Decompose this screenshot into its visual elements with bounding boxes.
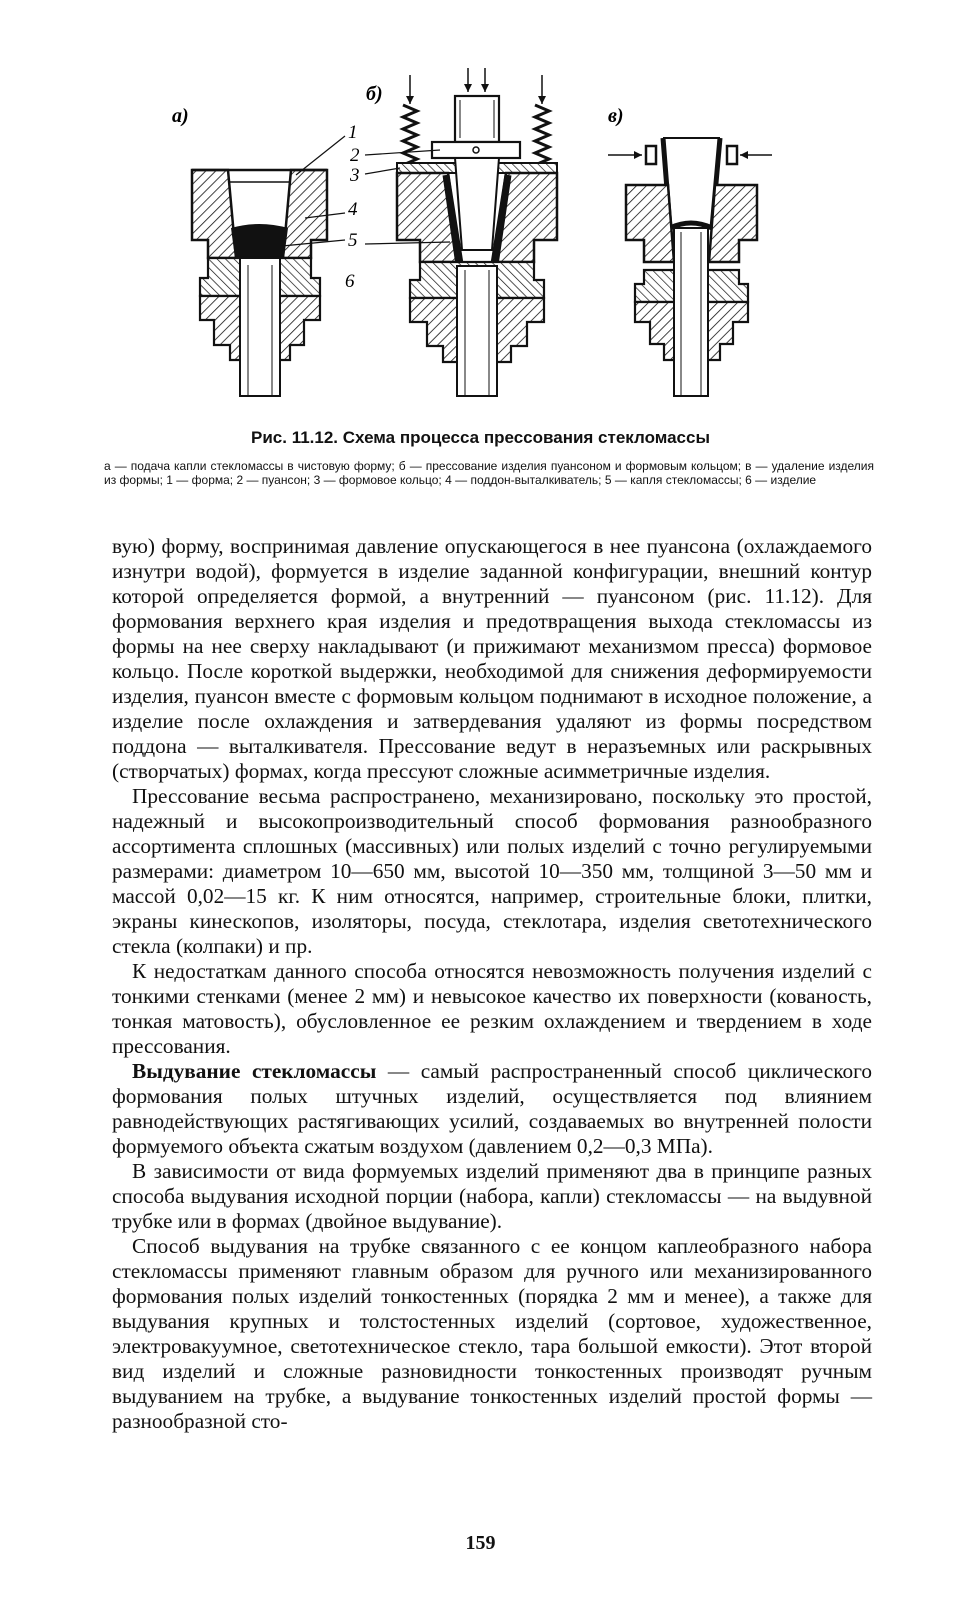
- figure-legend: а — подача капли стекломассы в чистовую форму; б — прессование изделия пуансоном и формовым кольцом; в — удаление изделия из формы; 1 — форма; 2 — пуансон; 3 — формовое кольцо; 4 — поддон-выталкиватель; 5 — капля стекломассы; 6 — изделие: [104, 459, 874, 487]
- figure-caption: Рис. 11.12. Схема процесса прессования стекломассы: [251, 428, 710, 447]
- panel-a-label: а): [172, 105, 189, 127]
- label-4: 4: [348, 199, 358, 220]
- paragraph: Способ выдувания на трубке связанного с ее концом каплеобразного набора стекломассы применяют главным образом для ручного или механизированного формования полых изделий тонкостенных (порядка 2 мм и менее), а также для выдувания крупных и толстостенных изделий (сортовое, художественное, электровакуумное, светотехническое стекло, тара большой емкости). Этот второй вид изделий и сложные разновидности тонкостенных производят ручным выдуванием на трубке, а выдувание тонкостенных изделий простой формы — разнообразной сто-: [112, 1234, 872, 1433]
- panel-b-drawing: [345, 68, 557, 396]
- page-number: 159: [465, 1532, 496, 1554]
- panel-c-drawing: [608, 105, 772, 396]
- paragraph: [112, 1059, 872, 1159]
- label-1: 1: [348, 122, 358, 143]
- paragraph: В зависимости от вида формуемых изделий применяют два в принципе разных способа выдувания исходной порции (набора, капли) стекломассы — на выдувной трубке или в формах (двойное выдувание).: [112, 1159, 872, 1233]
- label-5: 5: [348, 230, 358, 251]
- paragraph: К недостаткам данного способа относятся невозможность получения изделий с тонкими стенками (менее 2 мм) и невысокое качество их поверхности (кованость, тонкая матовость), обусловленное ее резким охлаждением и твердением в ходе прессования.: [112, 959, 872, 1058]
- label-2: 2: [350, 145, 360, 166]
- panel-b-label: б): [366, 83, 383, 105]
- figure-pressing-scheme: [0, 0, 961, 420]
- label-6: 6: [345, 271, 355, 292]
- panel-c-label: в): [608, 105, 624, 127]
- label-3: 3: [350, 165, 360, 186]
- term-blowing: Выдувание стекломассы: [132, 1059, 377, 1083]
- body-text: [112, 534, 872, 1434]
- paragraph-text: — самый распространенный способ циклического формования полых штучных изделий, осуществляется под влиянием равнодействующих растягивающих усилий, создаваемых во внутренней полости формуемого объекта сжатым воздухом (давлением 0,2—0,3 МПа).: [112, 1059, 873, 1158]
- paragraph: Прессование весьма распространено, механизировано, поскольку это простой, надежный и высокопроизводительный способ формования разнообразного ассортимента сплошных (массивных) или полых изделий с точно регулируемыми размерами: диаметром 10—650 мм, высотой 10—350 мм, толщиной 3—50 мм и массой 0,02—15 кг. К ним относятся, например, строительные блоки, плитки, экраны кинескопов, изоляторы, посуда, стеклотара, изделия светотехнического стекла (колпаки) и пр.: [112, 784, 872, 958]
- panel-a-drawing: [172, 105, 358, 396]
- paragraph: вую) форму, воспринимая давление опускающегося в нее пуансона (охлаждаемого изнутри водой), формуется в изделие заданной конфигурации, внешний контур которой определяется формой, а внутренний — пуансоном (рис. 11.12). Для формования верхнего края изделия и предотвращения выхода стекломассы из формы на нее сверху накладывают (и прижимают механизмом пресса) формовое кольцо. После короткой выдержки, необходимой для снижения деформируемости изделия, пуансон вместе с формовым кольцом поднимают в исходное положение, а изделие после охлаждения и затвердевания удаляют из формы посредством поддона — выталкивателя. Прессование ведут в неразъемных или раскрывных (створчатых) формах, когда прессуют сложные асимметричные изделия.: [112, 534, 872, 783]
